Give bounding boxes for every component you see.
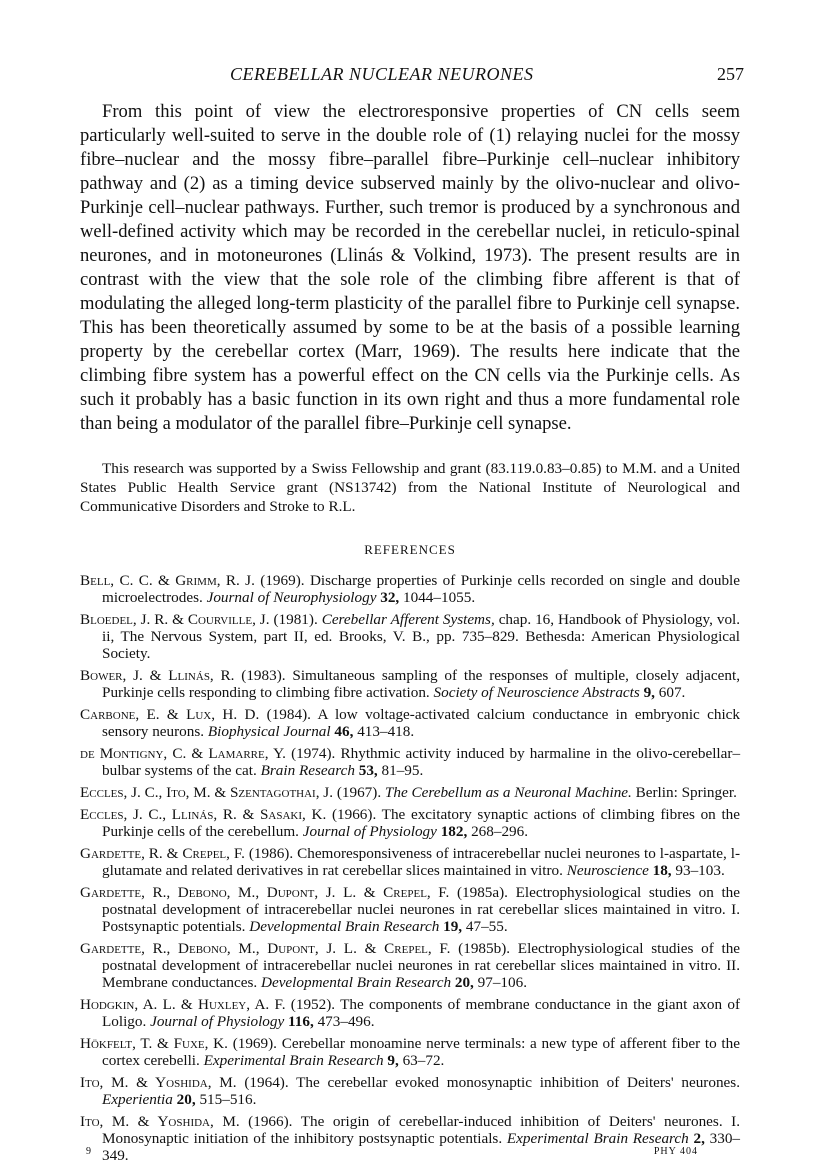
reference-journal: Biophysical Journal [207, 723, 331, 740]
reference-item [80, 784, 740, 801]
reference-title: Simultaneous sampling of the responses of multiple, closely adjacent, Purkinje cells responding to climbing fibre activation. [102, 667, 740, 701]
reference-year: (1969). [260, 572, 305, 589]
reference-journal: Cerebellar Afferent Systems, [321, 611, 495, 628]
reference-item [80, 1074, 740, 1108]
reference-journal: Developmental Brain Research [260, 974, 452, 991]
reference-pages: 268–296. [471, 823, 529, 840]
reference-pages: Berlin: Springer. [635, 784, 737, 801]
reference-year: (1966). [331, 806, 377, 823]
reference-title: A low voltage-activated calcium conductance in embryonic chick sensory neurons. [102, 706, 741, 740]
reference-year: (1974). [291, 745, 336, 762]
reference-authors: Gardette, R., Debono, M., Dupont, J. L. & Crepel, F. [80, 940, 451, 957]
reference-item [80, 572, 740, 606]
reference-year: (1986). [248, 845, 294, 862]
reference-item [80, 1113, 740, 1164]
page-number: 257 [717, 64, 744, 84]
reference-pages: 515–516. [199, 1091, 257, 1108]
reference-year: (1964). [244, 1074, 289, 1091]
reference-authors: Eccles, J. C., Ito, M. & Szentagothai, J. [80, 784, 334, 801]
reference-item [80, 845, 740, 879]
reference-authors: Ito, M. & Yoshida, M. [80, 1113, 240, 1130]
reference-authors: Bloedel, J. R. & Courville, J. [80, 611, 270, 628]
reference-title: Electrophysiological studies of the postnatal development of intracerebellar nuclei neurones in rat cerebellar slices maintained in vitro. II. Membrane conductances. [102, 940, 741, 991]
reference-year: (1969). [232, 1035, 277, 1052]
reference-year: (1985b). [458, 940, 511, 957]
reference-volume: 9, [387, 1052, 399, 1069]
reference-pages: chap. 16, Handbook of Physiology, vol. ii, The Nervous System, part II, ed. Brooks, V. B., pp. 735–829. Bethesda: American Physiological Society. [102, 611, 741, 662]
reference-authors: Ito, M. & Yoshida, M. [80, 1074, 237, 1091]
reference-item [80, 611, 740, 662]
reference-year: (1985a). [456, 884, 508, 901]
reference-journal: Journal of Neurophysiology [206, 589, 377, 606]
reference-pages: 473–496. [317, 1013, 375, 1030]
reference-authors: de Montigny, C. & Lamarre, Y. [80, 745, 286, 762]
reference-item [80, 1035, 740, 1069]
reference-item [80, 667, 740, 701]
reference-authors: Hökfelt, T. & Fuxe, K. [80, 1035, 228, 1052]
reference-volume: 9, [643, 684, 655, 701]
reference-title: Electrophysiological studies on the postnatal development of intracerebellar nuclei neurones in rat cerebellar slices maintained in vitro. I. Postsynaptic potentials. [102, 884, 741, 935]
reference-volume: 53, [358, 762, 378, 779]
reference-pages: 97–106. [477, 974, 527, 991]
reference-item [80, 884, 740, 935]
reference-list [80, 572, 740, 1164]
reference-authors: Gardette, R. & Crepel, F. [80, 845, 245, 862]
reference-authors: Carbone, E. & Lux, H. D. [80, 706, 260, 723]
reference-title: Chemoresponsiveness of intracerebellar nuclei neurones to l-aspartate, l-glutamate and related derivatives in rat cerebellar slices maintained in vitro. [102, 845, 741, 879]
acknowledgement: This research was supported by a Swiss Fellowship and grant (83.119.0.83–0.85) to M.M. and a United States Public Health Service grant (NS13742) from the National Institute of Neurological and Communicative Disorders and Stroke to R.L. [80, 460, 740, 515]
reference-journal: Experientia [102, 1091, 173, 1108]
reference-journal: Journal of Physiology [302, 823, 437, 840]
reference-item [80, 706, 740, 740]
reference-pages: 47–55. [465, 918, 508, 935]
reference-authors: Gardette, R., Debono, M., Dupont, J. L. & Crepel, F. [80, 884, 450, 901]
reference-title: The origin of cerebellar-induced inhibition of Deiters' neurones. I. Monosynaptic initiation of the inhibitory postsynaptic potentials. [102, 1113, 741, 1147]
reference-journal: The Cerebellum as a Neuronal Machine. [384, 784, 632, 801]
reference-title: Rhythmic activity induced by harmaline in the olivo-cerebellar–bulbar systems of the cat. [102, 745, 741, 779]
reference-pages: 93–103. [675, 862, 725, 879]
reference-volume: 32, [380, 589, 400, 606]
reference-authors: Bower, J. & Llinás, R. [80, 667, 235, 684]
references-heading: REFERENCES [364, 542, 456, 557]
reference-volume: 46, [334, 723, 354, 740]
reference-pages: 330–349. [102, 1130, 740, 1164]
reference-volume: 18, [652, 862, 672, 879]
reference-item [80, 806, 740, 840]
reference-item [80, 940, 740, 991]
reference-volume: 116, [288, 1013, 314, 1030]
reference-pages: 63–72. [402, 1052, 445, 1069]
reference-journal: Experimental Brain Research [203, 1052, 384, 1069]
reference-title: Cerebellar monoamine nerve terminals: a new type of afferent fiber to the cortex cerebelli. [102, 1035, 740, 1069]
signature-mark: 9 [86, 1146, 91, 1157]
reference-journal: Brain Research [260, 762, 355, 779]
reference-pages: 413–418. [357, 723, 415, 740]
reference-pages: 81–95. [381, 762, 424, 779]
reference-title: The excitatory synaptic actions of climbing fibres on the Purkinje cells of the cerebellum. [102, 806, 740, 840]
discussion-paragraph: From this point of view the electroresponsive properties of CN cells seem particularly well-suited to serve in the double role of (1) relaying nuclei for the mossy fibre–nuclear and the mossy fibre–parallel fibre–Purkinje cell–nuclear inhibitory pathway and (2) as a timing device subserved mainly by the olivo-nuclear and olivo-Purkinje cell–nuclear pathways. Further, such tremor is produced by a synchronous and well-defined activity which may be recorded in the cerebellar nuclei, in reticulo-spinal neurones, and in motoneurones (Llinás & Volkind, 1973). The present results are in contrast with the view that the sole role of the climbing fibre afferent is that of modulating the alleged long-term plasticity of the parallel fibre to Purkinje cell synapse. This has been theoretically assumed by some to be at the basis of a possible learning property by the cerebellar cortex (Marr, 1969). The results here indicate that the climbing fibre system has a powerful effect on the CN cells via the Purkinje cells. As such it probably has a basic function in its own right and thus a more fundamental role than being a modulator of the parallel fibre–Purkinje cell synapse. [80, 101, 740, 434]
reference-title: Discharge properties of Purkinje cells recorded on single and double microelectrodes. [102, 572, 741, 606]
reference-volume: 2, [693, 1130, 705, 1147]
reference-authors: Bell, C. C. & Grimm, R. J. [80, 572, 255, 589]
reference-volume: 182, [440, 823, 468, 840]
reference-item [80, 996, 740, 1030]
reference-item [80, 745, 740, 779]
reference-authors: Hodgkin, A. L. & Huxley, A. F. [80, 996, 286, 1013]
running-title: CEREBELLAR NUCLEAR NEURONES [230, 64, 534, 84]
reference-title: The components of membrane conductance in the giant axon of Loligo. [102, 996, 741, 1030]
reference-volume: 20, [176, 1091, 196, 1108]
reference-year: (1984). [266, 706, 311, 723]
reference-year: (1981). [273, 611, 318, 628]
reference-year: (1952). [290, 996, 336, 1013]
reference-authors: Eccles, J. C., Llinás, R. & Sasaki, K. [80, 806, 327, 823]
reference-title: The cerebellar evoked monosynaptic inhibition of Deiters' neurones. [296, 1074, 741, 1091]
reference-year: (1983). [241, 667, 286, 684]
journal-code: PHY 404 [653, 1146, 698, 1157]
reference-year: (1966). [248, 1113, 293, 1130]
reference-journal: Journal of Physiology [150, 1013, 285, 1030]
reference-journal: Experimental Brain Research [506, 1130, 689, 1147]
reference-journal: Neuroscience [566, 862, 649, 879]
reference-journal: Society of Neuroscience Abstracts [433, 684, 640, 701]
reference-volume: 20, [454, 974, 474, 991]
page [80, 64, 744, 1169]
reference-journal: Developmental Brain Research [249, 918, 440, 935]
reference-pages: 1044–1055. [403, 589, 476, 606]
reference-pages: 607. [658, 684, 686, 701]
page-header [80, 64, 744, 94]
reference-year: (1967). [336, 784, 382, 801]
reference-volume: 19, [443, 918, 463, 935]
